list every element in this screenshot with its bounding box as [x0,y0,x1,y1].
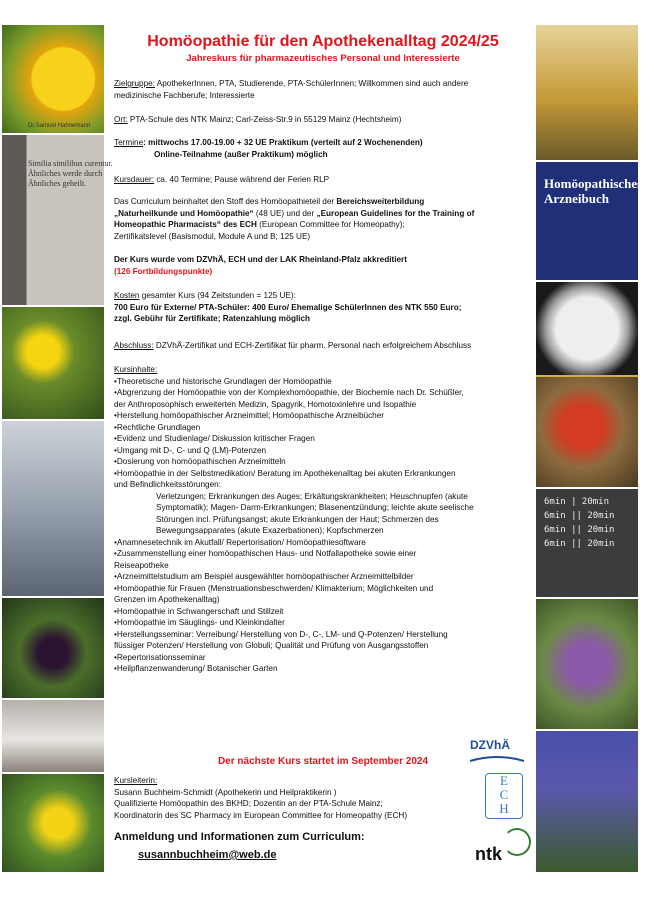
board-line: 6min || 20min [544,525,615,535]
curriculum-bold: Homeopathic Pharmacists“ des ECH [114,220,257,229]
kosten-line2: 700 Euro für Externe/ PTA-Schüler: 400 Euro/ Ehemalige SchülerInnen des NTK 550 Euro; [114,302,462,312]
board-line: 6min || 20min [544,539,615,549]
photo-pasque-flowers [536,599,638,729]
list-item: flüssiger Potenzen/ Herstellung von Globuli; Qualität und Prüfung von Ausgangsstoffen [114,641,429,650]
fortbildungspunkte: (126 Fortbildungspunkte) [114,266,213,276]
list-item: •Herstellungsseminar: Verreibung/ Herstellung von D-, C-, LM- und Q-Potenzen/ Herstellung [114,629,448,639]
kursleiterin-line: Koordinatorin des SC Pharmacy im European Committee for Homeopathy (ECH) [114,810,408,820]
ort-label: Ort: [114,115,128,124]
photo-mortar-powder [2,700,104,772]
page-subtitle: Jahreskurs für pharmazeutisches Personal und Interessierte [186,53,460,64]
photo-bee-on-flower [2,25,104,133]
kosten-label: Kosten [114,291,140,300]
list-item: •Heilpflanzenwanderung/ Botanischer Garten [114,664,278,673]
photo-lab-scale [2,421,104,596]
kosten-section [114,290,461,325]
list-item: •Herstellung homöopathischer Arzneimittel; Homöopathische Arzneibücher [114,411,385,420]
termine-label: Termine [114,138,144,147]
kursleiterin-line: Qualifizierte Homöopathin des BKHD; Dozentin an der PTA-Schule Mainz; [114,799,383,808]
next-course-banner: Der nächste Kurs startet im September 2024 [217,756,429,767]
list-item: •Evidenz und Studienlage/ Diskussion kritischer Fragen [114,434,315,443]
kursinhalte-label: Kursinhalte: [114,365,158,374]
dzvha-logo-text: DZVhÄ [470,738,510,752]
photo-st-johns-wort [2,307,104,419]
email-link[interactable]: susannbuchheim@web.de [138,849,277,861]
list-item: •Umgang mit D-, C- und Q (LM)-Potenzen [114,445,267,455]
dzvha-logo [470,738,530,768]
ntk-logo [473,828,531,868]
list-item: und Befindlichkeitsstörungen: [114,480,221,489]
list-item: der Anthroposophisch erweiterten Medizin, Spagyrik, Homotoxinlehre und Isopathie [114,399,417,409]
kursinhalte-section [114,364,532,675]
akkreditierung-section [114,254,407,277]
ntk-logo-text: ntk [475,844,502,864]
page-title: Homöopathie für den Apothekenalltag 2024/25 [147,33,499,50]
photo-arzneibuch-cover [536,162,643,280]
photo-monkshood [536,731,638,872]
list-item: •Abgrenzung der Homöopathie von der Komplexhomöopathie, der Biochemie nach Dr. Schüßler, [114,388,464,397]
curriculum-text: Zertifikatslevel (Basismodul, Module A und B; 125 UE) [114,231,311,241]
book-title: Homöopathisches Arzneibuch [544,176,643,206]
akkreditierung-line1: Der Kurs wurde vom DZVhÄ, ECH und der LAK Rheinland-Pfalz akkreditiert [114,255,407,264]
ech-logo [485,773,523,819]
curriculum-bold: Bereichsweiterbildung [336,197,425,206]
list-item: Reiseapotheke [114,560,169,570]
list-item: •Anamnesetechnik im Akutfall/ Repertorisation/ Homöopathiesoftware [114,537,366,547]
photo-chalkboard-times [536,489,638,597]
kosten-line1: gesamter Kurs (94 Zeitstunden = 125 UE): [139,291,296,300]
list-item-indented: Bewegungsapparates (akute Exazerbationen); Kopfschmerzen [156,526,384,535]
curriculum-text: Das Curriculum beinhaltet den Stoff des Homöopathieteil der [114,197,337,206]
termine-line1: : mittwochs 17.00-19.00 + 32 UE Praktikum (verteilt auf 2 Wochenenden) [143,138,423,147]
ech-letter: H [499,801,509,816]
kursdauer-value: ca. 40 Termine; Pause während der Ferien RLP [154,175,330,184]
zielgruppe-section [114,78,468,101]
zielgruppe-line2: medizinische Fachberufe; Interessierte [114,90,255,100]
list-item: Grenzen im Apothekenalltag) [114,595,220,604]
list-item: •Homöopathie in der Selbstmedikation/ Beratung im Apothekenalltag bei akuten Erkrankungen [114,468,456,478]
list-item: •Homöopathie im Säuglings- und Kleinkindalter [114,618,285,627]
list-item-indented: Symptomatik); Magen- Darm-Erkrankungen; Blasenentzündung; leichte akute seelische [156,503,474,512]
zielgruppe-line1: ApothekerInnen, PTA, Studierende, PTA-SchülerInnen; Willkommen sind auch andere [154,79,469,88]
photo-fly-agaric [536,377,638,487]
curriculum-bold: „European Guidelines for the Training of [316,208,475,218]
photo-cantharis-bottle [536,25,638,160]
ech-letter: E [500,773,508,788]
photo-globuli-dish [536,282,638,375]
ort-section [114,114,401,126]
list-item: •Dosierung von homöopathischen Arzneimitteln [114,457,286,466]
kosten-line3: zzgl. Gebühr für Zertifikate; Ratenzahlung möglich [114,314,311,323]
swoosh-icon [470,755,524,763]
wall-signature: Dr.Samuel Hahnemann [28,123,91,129]
ort-value: PTA-Schule des NTK Mainz; Carl-Zeiss-Str.9 in 55129 Mainz (Hechtsheim) [127,115,402,124]
list-item: •Arzneimittelstudium am Beispiel ausgewählter homöopathischer Arzneimittelbilder [114,572,414,581]
curriculum-section [114,196,532,242]
anmeldung-heading: Anmeldung und Informationen zum Curriculum: [114,831,365,843]
curriculum-text: (48 UE) und der [253,208,317,218]
list-item: •Repertorisationsseminar [114,652,206,662]
photo-hahnemann-wall [2,123,113,305]
board-line: 6min | 20min [544,497,610,507]
list-item-indented: Störungen incl. Prüfungsangst; akute Erkrankungen der Haut; Schmerzen des [156,514,439,524]
kursleiterin-line: Susann Buchheim-Schmidt (Apothekerin und Heilpraktikerin ) [114,787,337,797]
termine-line2: Online-Teilnahme (außer Praktikum) möglich [154,149,328,159]
board-line: 6min || 20min [544,511,615,521]
curriculum-bold: „Naturheilkunde und Homöopathie“ [114,208,254,218]
ech-letter: C [499,787,509,802]
photo-arnica-flower [2,774,104,872]
list-item: •Rechtliche Grundlagen [114,422,201,432]
kursleiterin-section [114,775,464,821]
list-item-indented: Verletzungen; Erkrankungen des Auges; Erkältungskrankheiten; Heuschnupfen (akute [156,491,468,501]
abschluss-label: Abschluss: [114,341,154,350]
termine-section [114,137,423,160]
swirl-icon [503,828,531,856]
curriculum-text: (European Committee for Homeopathy); [256,220,405,229]
photo-belladonna-berries [2,598,104,698]
abschluss-value: DZVhÄ-Zertifikat und ECH-Zertifikat für pharm. Personal nach erfolgreichem Abschluss [153,341,472,350]
wall-quote: Similia similibus curentur. Ähnliches werde durch Ähnliches geheilt. [28,159,113,188]
kursleiterin-label: Kursleiterin: [114,776,158,785]
list-item: •Homöopathie in Schwangerschaft und Stillzeit [114,606,284,616]
abschluss-section [114,340,471,352]
kursdauer-section [114,174,329,186]
list-item: •Zusammenstellung einer homöopathischen Haus- und Notfallapotheke sowie einer [114,549,417,558]
list-item: •Homöopathie für Frauen (Menstruationsbeschwerden/ Klimakterium; Möglichkeiten und [114,583,434,593]
zielgruppe-label: Zielgruppe: [114,79,155,88]
kursdauer-label: Kursdauer: [114,175,155,184]
list-item: •Theoretische und historische Grundlagen der Homöopathie [114,376,332,386]
